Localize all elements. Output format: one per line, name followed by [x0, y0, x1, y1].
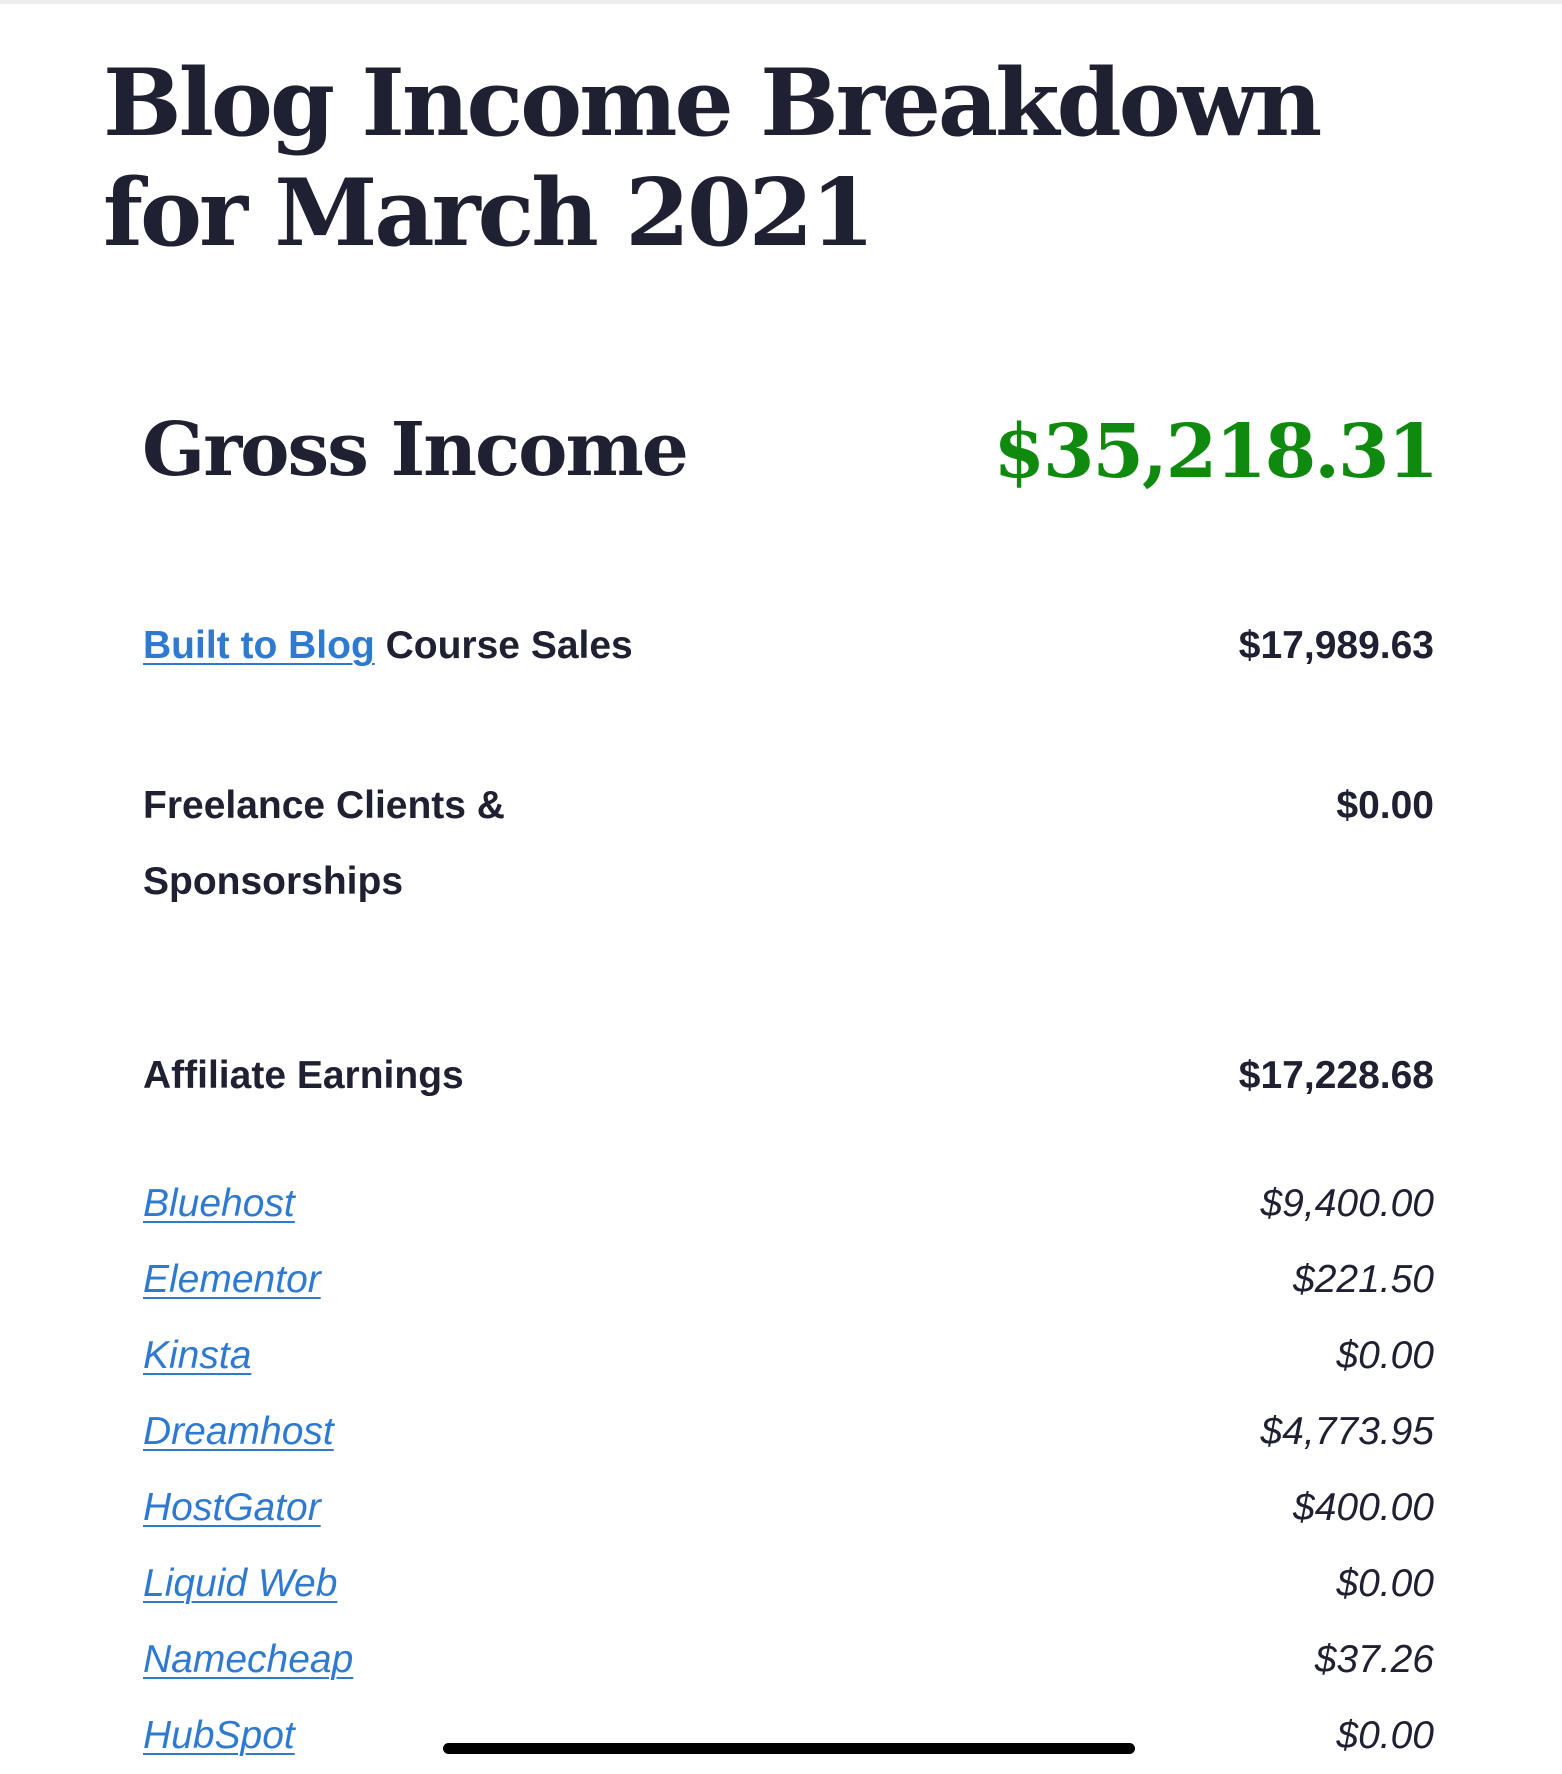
affiliate-earnings-value: $17,228.68: [1238, 1054, 1434, 1097]
liquid-web-amount: $0.00: [1336, 1562, 1434, 1605]
affiliate-item-liquid-web: [143, 1546, 1434, 1622]
hubspot-link[interactable]: HubSpot: [143, 1714, 295, 1757]
affiliate-item-kinsta: [143, 1318, 1434, 1394]
bluehost-amount: $9,400.00: [1260, 1182, 1434, 1225]
kinsta-amount: $0.00: [1336, 1334, 1434, 1377]
affiliate-item-dreamhost: [143, 1394, 1434, 1470]
elementor-amount: $221.50: [1293, 1258, 1434, 1301]
hubspot-amount: $0.00: [1336, 1714, 1434, 1757]
hostgator-link[interactable]: HostGator: [143, 1486, 321, 1529]
freelance-label: Freelance Clients & Sponsorships: [143, 784, 505, 903]
affiliate-item-hubspot: [143, 1698, 1434, 1774]
elementor-link[interactable]: Elementor: [143, 1258, 321, 1301]
kinsta-link[interactable]: Kinsta: [143, 1334, 252, 1377]
course-sales-value: $17,989.63: [1238, 624, 1434, 667]
namecheap-amount: $37.26: [1314, 1638, 1434, 1681]
course-sales-label-rest: Course Sales: [374, 624, 633, 667]
gross-income-value: $35,218.31: [993, 409, 1437, 495]
home-indicator[interactable]: [443, 1743, 1135, 1754]
gross-income-label: Gross Income: [142, 407, 687, 493]
freelance-value: $0.00: [1336, 784, 1434, 827]
dreamhost-link[interactable]: Dreamhost: [143, 1410, 334, 1453]
affiliate-item-hostgator: [143, 1470, 1434, 1546]
hostgator-amount: $400.00: [1293, 1486, 1434, 1529]
course-sales-label: [143, 608, 633, 684]
bluehost-link[interactable]: Bluehost: [143, 1182, 295, 1225]
affiliate-earnings-label: Affiliate Earnings: [143, 1054, 464, 1097]
affiliate-item-namecheap: [143, 1622, 1434, 1698]
affiliate-list: [143, 1166, 1434, 1774]
top-divider: [0, 0, 1562, 4]
page-title: Blog Income Breakdown for March 2021: [103, 48, 1320, 267]
liquid-web-link[interactable]: Liquid Web: [143, 1562, 338, 1605]
affiliate-item-elementor: [143, 1242, 1434, 1318]
dreamhost-amount: $4,773.95: [1260, 1410, 1434, 1453]
affiliate-item-bluehost: [143, 1166, 1434, 1242]
namecheap-link[interactable]: Namecheap: [143, 1638, 354, 1681]
built-to-blog-link[interactable]: Built to Blog: [143, 624, 375, 667]
